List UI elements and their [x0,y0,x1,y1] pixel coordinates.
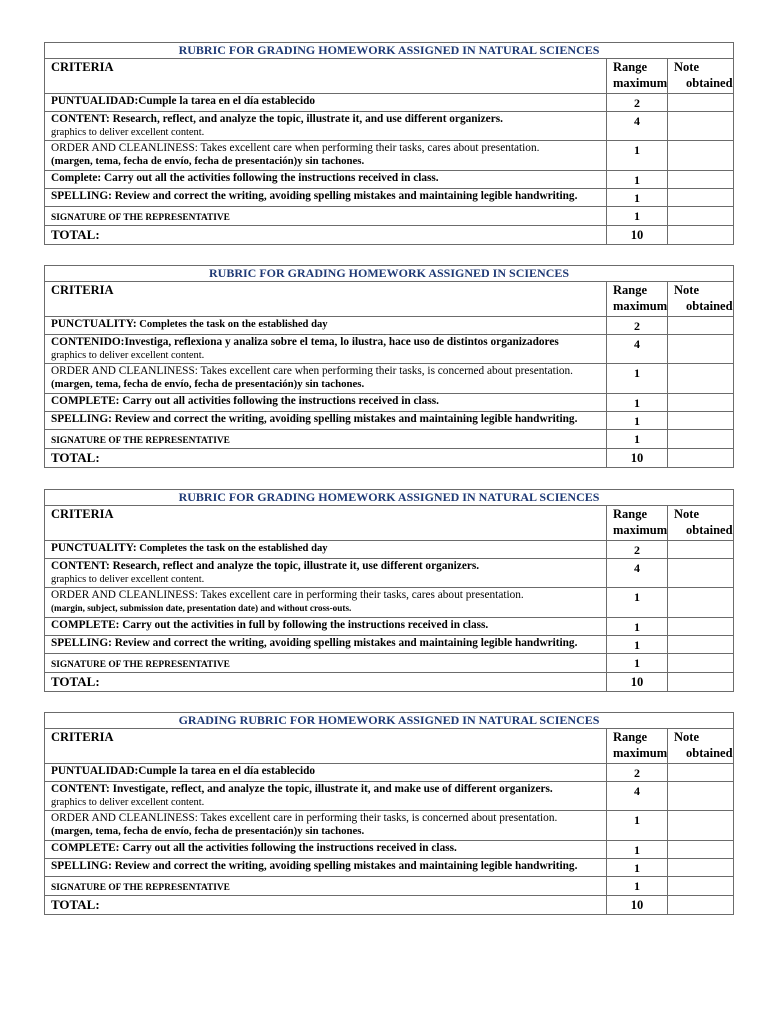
note-header-line1: Note [674,60,699,74]
criterion-content-row [45,782,734,811]
criterion-text: Review and correct the writing, avoiding spelling mistakes and maintaining legible handwriting. [111,860,578,872]
total-note-cell[interactable] [668,673,734,692]
criterion-note-cell[interactable] [668,94,734,112]
criterion-content [45,559,607,588]
criterion-note-cell[interactable] [668,207,734,226]
criterion-note-cell[interactable] [668,654,734,673]
criterion-content [45,782,607,811]
total-label-cell [45,673,607,692]
criterion-text-line2: (margen, tema, fecha de envío, fecha de presentación)y sin tachones. [51,825,365,837]
criterion-text: Carry out all activities following the instructions received in class. [119,395,439,407]
criterion-note-cell[interactable] [668,317,734,335]
criterion-text: Cumple la tarea en el día establecido [138,765,316,777]
criterion-order [45,811,607,841]
criterion-text-line2: graphics to deliver excellent content. [51,127,205,138]
criteria-header: CRITERIA [45,282,607,317]
criterion-text: Takes excellent care when performing their tasks, cares about presentation. [197,142,540,154]
criterion-label: ORDER AND CLEANLINESS: [51,365,198,377]
criterion-text: Completes the task on the established day [136,543,328,554]
criterion-punctuality [45,764,607,782]
criterion-text: Investigate, reflect, and analyze the topic, illustrate it, and make use of different organizers. [109,783,553,795]
note-header-line1: Note [674,283,699,297]
criterion-label: CONTENT: [51,113,110,125]
criterion-note-cell[interactable] [668,764,734,782]
criterion-note-cell[interactable] [668,189,734,207]
rubric-header-row [45,282,734,317]
criterion-note-cell[interactable] [668,782,734,811]
criterion-max-points: 1 [607,859,668,877]
criterion-complete-row [45,171,734,189]
rubric-table-1 [44,42,734,245]
criterion-label: PUNCTUALITY: [51,318,137,330]
criterion-text-line2: (margen, tema, fecha de envío, fecha de presentación)y sin tachones. [51,155,365,167]
total-row [45,896,734,915]
criterion-signature [45,430,607,449]
criterion-text: Research, reflect and analyze the topic, illustrate it, use different organizers. [109,560,480,572]
criterion-max-points: 1 [607,841,668,859]
criterion-order [45,141,607,171]
criterion-spelling-row [45,636,734,654]
criterion-max-points: 1 [607,430,668,449]
rubric-title-row [45,713,734,729]
criterion-max-points: 1 [607,141,668,171]
criterion-text-line2: graphics to deliver excellent content. [51,350,205,361]
criteria-header: CRITERIA [45,506,607,541]
criterion-label: ORDER AND CLEANLINESS: [51,812,198,824]
range-header-line2: maximum [613,523,668,537]
criterion-label: SIGNATURE OF THE REPRESENTATIVE [51,436,230,446]
criterion-punctuality [45,94,607,112]
criterion-spelling [45,859,607,877]
criterion-spelling-row [45,189,734,207]
criterion-max-points: 1 [607,207,668,226]
criterion-note-cell[interactable] [668,859,734,877]
total-label-cell [45,896,607,915]
criterion-note-cell[interactable] [668,171,734,189]
criterion-text: Completes the task on the established day [136,319,328,330]
criterion-order-row [45,364,734,394]
criterion-text: Review and correct the writing, avoiding spelling mistakes and maintaining legible handwriting. [111,413,578,425]
criterion-note-cell[interactable] [668,430,734,449]
criterion-text-line2: graphics to deliver excellent content. [51,574,205,585]
range-header-line1: Range [613,60,648,74]
criterion-note-cell[interactable] [668,335,734,364]
criterion-signature-row [45,207,734,226]
criterion-label: PUNTUALIDAD: [51,95,139,107]
criterion-max-points: 4 [607,559,668,588]
criterion-order-row [45,588,734,618]
criterion-label: Complete: [51,172,102,184]
criterion-note-cell[interactable] [668,541,734,559]
rubric-title: RUBRIC FOR GRADING HOMEWORK ASSIGNED IN SCIENCES [45,266,734,282]
range-header-line2: maximum [613,76,668,90]
criterion-note-cell[interactable] [668,412,734,430]
criterion-max-points: 4 [607,335,668,364]
criteria-header: CRITERIA [45,729,607,764]
criteria-header: CRITERIA [45,59,607,94]
criterion-spelling-row [45,412,734,430]
criterion-label: PUNCTUALITY: [51,542,137,554]
criterion-text: Review and correct the writing, avoiding spelling mistakes and maintaining legible handwriting. [111,637,578,649]
criterion-order-row [45,141,734,171]
criterion-max-points: 1 [607,394,668,412]
criterion-max-points: 2 [607,541,668,559]
criterion-max-points: 1 [607,654,668,673]
total-label-cell [45,449,607,468]
criterion-max-points: 1 [607,189,668,207]
criterion-note-cell[interactable] [668,364,734,394]
criterion-complete [45,841,607,859]
criterion-note-cell[interactable] [668,588,734,618]
criterion-note-cell[interactable] [668,112,734,141]
criterion-signature-row [45,430,734,449]
range-header-line1: Range [613,507,648,521]
criterion-note-cell[interactable] [668,877,734,896]
total-label: TOTAL: [51,897,100,912]
criterion-complete [45,618,607,636]
criterion-label: CONTENIDO: [51,336,125,348]
criterion-signature [45,877,607,896]
criterion-max-points: 1 [607,636,668,654]
note-header-line1: Note [674,507,699,521]
criterion-content-row [45,335,734,364]
range-header-line2: maximum [613,299,668,313]
criterion-label: SPELLING: [51,413,112,425]
criterion-text-line2: graphics to deliver excellent content. [51,797,205,808]
note-header-line1: Note [674,730,699,744]
note-header-line2: obtained [686,76,733,90]
criterion-text-line2: (margen, tema, fecha de envío, fecha de presentación)y sin tachones. [51,378,365,390]
criterion-label: COMPLETE: [51,619,120,631]
note-obtained-header [668,729,734,764]
criterion-complete-row [45,394,734,412]
total-max-points: 10 [607,673,668,692]
criterion-text: Cumple la tarea en el día establecido [138,95,316,107]
criterion-complete-row [45,618,734,636]
criterion-max-points: 2 [607,94,668,112]
criterion-content-row [45,112,734,141]
criterion-label: CONTENT: [51,783,110,795]
total-max-points: 10 [607,449,668,468]
criterion-label: PUNTUALIDAD: [51,765,139,777]
criterion-text: Takes excellent care when performing their tasks, is concerned about presentation. [197,365,573,377]
criterion-text: Carry out all the activities following the instructions received in class. [101,172,439,184]
criterion-label: SPELLING: [51,637,112,649]
rubric-header-row [45,506,734,541]
criterion-signature-row [45,654,734,673]
rubric-header-row [45,59,734,94]
criterion-max-points: 1 [607,412,668,430]
criterion-label: SPELLING: [51,190,112,202]
range-maximum-header [607,729,668,764]
criterion-label: SIGNATURE OF THE REPRESENTATIVE [51,883,230,893]
range-header-line1: Range [613,730,648,744]
criterion-note-cell[interactable] [668,636,734,654]
rubric-table-3 [44,489,734,692]
rubric-table-2 [44,265,734,468]
total-label: TOTAL: [51,450,100,465]
criterion-text: Investiga, reflexiona y analiza sobre el tema, lo ilustra, hace uso de distintos organizadores [124,336,559,348]
total-row [45,226,734,245]
criterion-signature [45,654,607,673]
total-row [45,449,734,468]
criterion-content-row [45,559,734,588]
rubric-title: GRADING RUBRIC FOR HOMEWORK ASSIGNED IN NATURAL SCIENCES [45,713,734,729]
range-header-line2: maximum [613,746,668,760]
total-max-points: 10 [607,896,668,915]
criterion-text: Carry out all the activities following the instructions received in class. [119,842,457,854]
criterion-punctuality-row [45,94,734,112]
range-maximum-header [607,282,668,317]
range-maximum-header [607,506,668,541]
criterion-note-cell[interactable] [668,811,734,841]
criterion-text: Takes excellent care in performing their tasks, cares about presentation. [197,589,524,601]
criterion-text: Carry out the activities in full by following the instructions received in class. [119,619,489,631]
total-max-points: 10 [607,226,668,245]
criterion-max-points: 4 [607,112,668,141]
criterion-complete-row [45,841,734,859]
criterion-max-points: 1 [607,618,668,636]
total-note-cell[interactable] [668,226,734,245]
total-label: TOTAL: [51,227,100,242]
criterion-punctuality-row [45,317,734,335]
criterion-note-cell[interactable] [668,559,734,588]
criterion-order [45,364,607,394]
criterion-spelling-row [45,859,734,877]
criterion-note-cell[interactable] [668,394,734,412]
criterion-max-points: 2 [607,317,668,335]
criterion-max-points: 4 [607,782,668,811]
criterion-text: Review and correct the writing, avoiding spelling mistakes and maintaining legible handwriting. [111,190,578,202]
criterion-label: ORDER AND CLEANLINESS: [51,142,198,154]
criterion-max-points: 1 [607,588,668,618]
criterion-label: SIGNATURE OF THE REPRESENTATIVE [51,213,230,223]
criterion-order-row [45,811,734,841]
note-header-line2: obtained [686,746,733,760]
criterion-note-cell[interactable] [668,841,734,859]
criterion-punctuality-row [45,541,734,559]
rubric-title-row [45,43,734,59]
criterion-punctuality [45,317,607,335]
total-row [45,673,734,692]
total-note-cell[interactable] [668,896,734,915]
criterion-label: COMPLETE: [51,842,120,854]
criterion-max-points: 1 [607,877,668,896]
rubric-table-4 [44,712,734,915]
note-header-line2: obtained [686,523,733,537]
criterion-max-points: 2 [607,764,668,782]
criterion-punctuality [45,541,607,559]
criterion-max-points: 1 [607,364,668,394]
criterion-note-cell[interactable] [668,618,734,636]
criterion-max-points: 1 [607,171,668,189]
rubric-title-row [45,266,734,282]
criterion-label: SPELLING: [51,860,112,872]
criterion-text-line2: (margin, subject, submission date, presentation date) and without cross-outs. [51,603,352,613]
criterion-label: SIGNATURE OF THE REPRESENTATIVE [51,660,230,670]
range-maximum-header [607,59,668,94]
criterion-signature-row [45,877,734,896]
note-obtained-header [668,59,734,94]
criterion-text: Research, reflect, and analyze the topic, illustrate it, and use different organizers. [109,113,503,125]
criterion-complete [45,171,607,189]
criterion-complete [45,394,607,412]
total-note-cell[interactable] [668,449,734,468]
criterion-content [45,335,607,364]
criterion-order [45,588,607,618]
criterion-max-points: 1 [607,811,668,841]
total-label-cell [45,226,607,245]
criterion-text: Takes excellent care in performing their tasks, is concerned about presentation. [197,812,558,824]
criterion-spelling [45,412,607,430]
note-obtained-header [668,506,734,541]
criterion-content [45,112,607,141]
note-obtained-header [668,282,734,317]
range-header-line1: Range [613,283,648,297]
criterion-label: COMPLETE: [51,395,120,407]
criterion-punctuality-row [45,764,734,782]
criterion-spelling [45,189,607,207]
rubric-title: RUBRIC FOR GRADING HOMEWORK ASSIGNED IN NATURAL SCIENCES [45,43,734,59]
total-label: TOTAL: [51,674,100,689]
criterion-label: CONTENT: [51,560,110,572]
rubric-header-row [45,729,734,764]
criterion-label: ORDER AND CLEANLINESS: [51,589,198,601]
rubric-title: RUBRIC FOR GRADING HOMEWORK ASSIGNED IN NATURAL SCIENCES [45,490,734,506]
rubric-title-row [45,490,734,506]
criterion-note-cell[interactable] [668,141,734,171]
criterion-signature [45,207,607,226]
note-header-line2: obtained [686,299,733,313]
criterion-spelling [45,636,607,654]
